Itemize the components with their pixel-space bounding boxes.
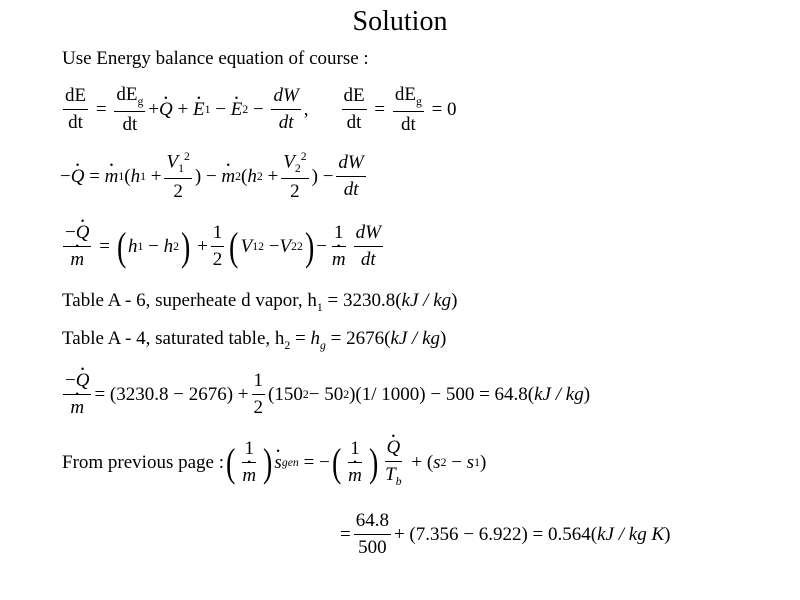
energy-balance-equation: $\frac{dE}{dt}$ = $\frac{dE_g}{dt}$ + Q · + E · 1 − E · 2 − $\frac{dW}{dt}$ , $\frac{dE}{dt}$ = $\frac{dE_g}{dt}$ = 0: [60, 84, 457, 136]
table-a4-line: Table A - 4, saturated table, $h_2 = h_g = 2676(kJ / kg)$: [62, 328, 447, 352]
intro-text: Use Energy balance equation of course :: [62, 48, 369, 69]
specific-heat-equation: $\frac{-Q \cdot}{m}$ · = ( h 1 − h 2 ) + $\frac{1}{2}$ ( V 1 2 − V 2 2 ) − $\frac{1}{m}$ · $\frac{dW}{dt}$: [60, 222, 386, 271]
heat-result-equation: $\frac{-Q \cdot}{m}$ · = (3230.8 − 2676) + $\frac{1}{2}$ (150 2 − 50 2 )(1/ 1000) − 500 = 64.8( kJ / kg ): [60, 370, 590, 419]
heat-equation: − Q · = m · 1 ( h 1 + $\frac{V_1^2}{2}$ ) − m · 2 ( h 2 + $\frac{V_2^2}{2}$ ) − $\frac{dW}{dt}$: [60, 150, 369, 203]
page-title: Solution: [352, 6, 448, 37]
entropy-generation-equation: From previous page : ( $\frac{1}{m}$ · ) s · gen = − ( $\frac{1}{m}$ · ) $\frac{Q \cdot}{T_b}$ + ( s 2 − s 1 ): [62, 437, 486, 489]
entropy-result-equation: = $\frac{64.8}{500}$ + (7.356 − 6.922) = 0.564( kJ / kg K ): [340, 510, 671, 558]
table-a6-line: Table A - 6, superheate d vapor, $h_1 = 3230.8(kJ / kg)$: [62, 290, 458, 314]
